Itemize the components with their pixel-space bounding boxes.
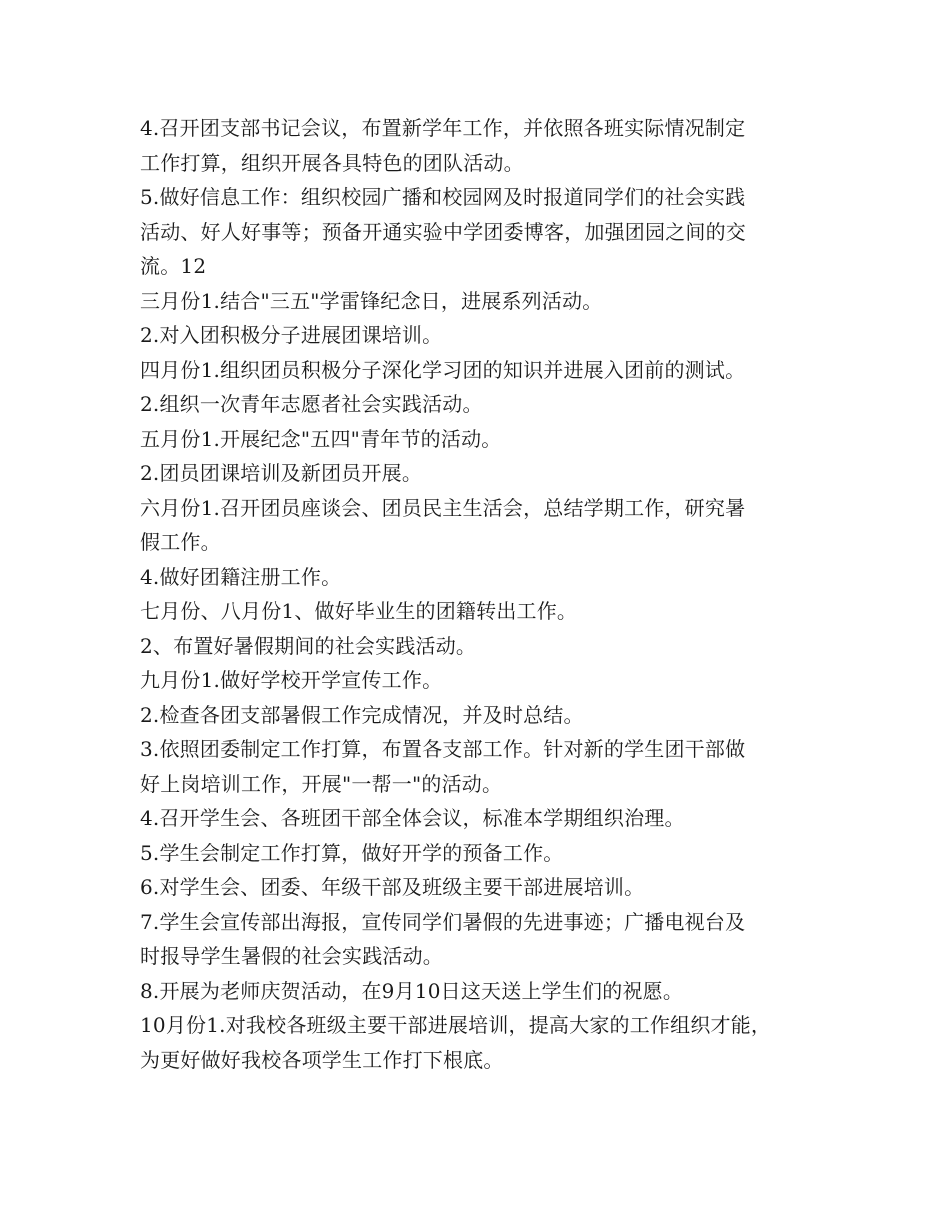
text-line: 10月份1.对我校各班级主要干部进展培训，提高大家的工作组织才能， (140, 1013, 772, 1037)
text-line: 假工作。 (140, 530, 221, 554)
text-line: 七月份、八月份1、做好毕业生的团籍转出工作。 (140, 599, 578, 623)
text-line: 4.召开团支部书记会议，布置新学年工作，并依照各班实际情况制定 (140, 116, 746, 140)
text-line: 3.依照团委制定工作打算，布置各支部工作。针对新的学生团干部做 (140, 737, 746, 761)
text-line: 2.对入团积极分子进展团课培训。 (140, 323, 443, 347)
text-line: 4.做好团籍注册工作。 (140, 564, 342, 589)
text-line: 九月份1.做好学校开学宣传工作。 (140, 668, 443, 692)
text-line: 六月份1.召开团员座谈会、团员民主生活会，总结学期工作，研究暑 (140, 495, 746, 520)
text-line: 5.学生会制定工作打算，做好开学的预备工作。 (140, 840, 564, 865)
text-line: 2.组织一次青年志愿者社会实践活动。 (140, 392, 483, 416)
text-line: 4.召开学生会、各班团干部全体会议，标准本学期组织治理。 (140, 806, 685, 830)
text-line: 五月份1.开展纪念"五四"青年节的活动。 (140, 426, 502, 451)
text-line: 流。12 (140, 254, 207, 278)
text-line: 工作打算，组织开展各具特色的团队活动。 (140, 150, 524, 175)
text-line: 8.开展为老师庆贺活动，在9月10日这天送上学生们的祝愿。 (140, 978, 684, 1003)
text-line: 为更好做好我校各项学生工作打下根底。 (140, 1047, 504, 1072)
document-body (140, 111, 840, 1077)
text-line: 5.做好信息工作：组织校园广播和校园网及时报道同学们的社会实践 (140, 185, 746, 209)
text-line: 7.学生会宣传部出海报，宣传同学们暑假的先进事迹；广播电视台及 (140, 909, 746, 934)
text-line: 6.对学生会、团委、年级干部及班级主要干部进展培训。 (140, 875, 645, 899)
text-line: 2、布置好暑假期间的社会实践活动。 (140, 633, 477, 658)
text-line: 四月份1.组织团员积极分子深化学习团的知识并进展入团前的测试。 (140, 357, 746, 382)
text-line: 好上岗培训工作，开展"一帮一"的活动。 (140, 771, 503, 796)
text-line: 活动、好人好事等；预备开通实验中学团委博客，加强团园之间的交 (140, 219, 746, 244)
text-line: 2.检查各团支部暑假工作完成情况，并及时总结。 (140, 702, 584, 727)
text-line: 时报导学生暑假的社会实践活动。 (140, 944, 443, 968)
text-line: 三月份1.结合"三五"学雷锋纪念日，进展系列活动。 (140, 288, 603, 313)
text-line: 2.团员团课培训及新团员开展。 (140, 461, 423, 485)
